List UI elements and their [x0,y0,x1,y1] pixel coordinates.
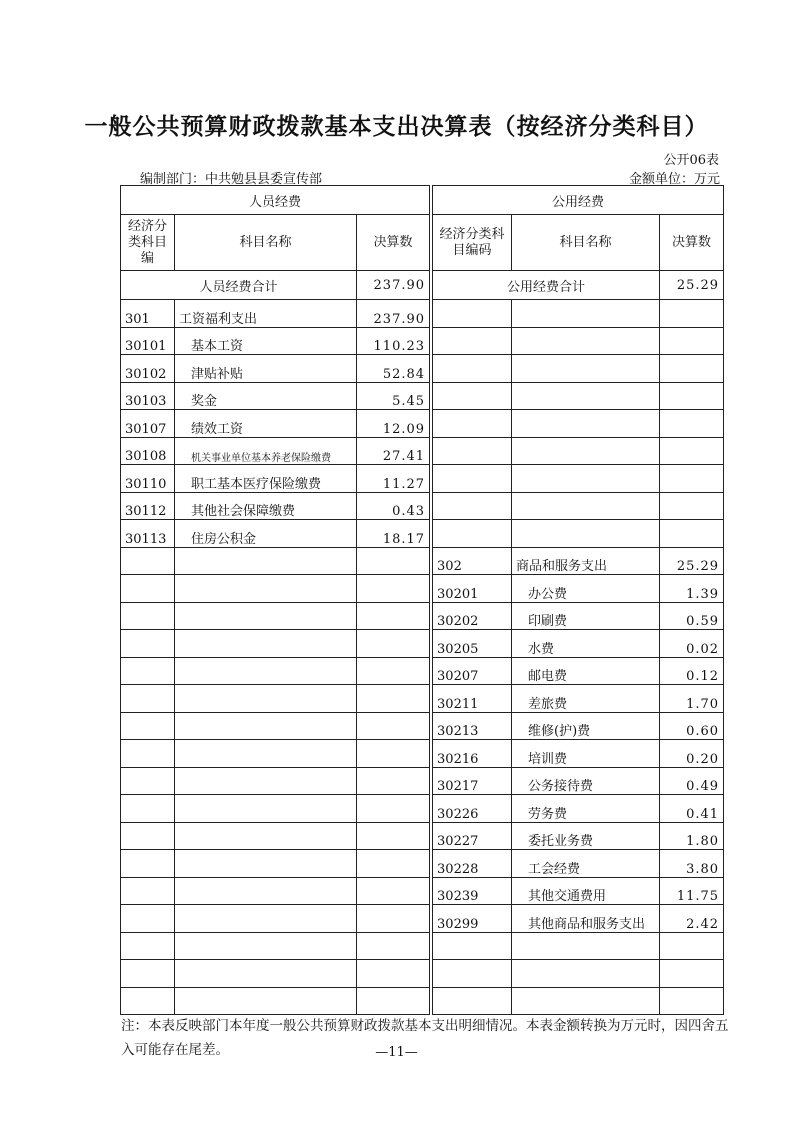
header-personnel-amount: 决算数 [357,215,430,271]
personnel-code-cell: 30107 [121,410,175,438]
public-amount-cell: 0.59 [660,602,724,630]
table-row [121,437,724,465]
personnel-amount-cell [357,740,430,768]
public-amount-cell: 3.80 [660,850,724,878]
personnel-code-cell: 30103 [121,382,175,410]
personnel-amount-cell [357,657,430,685]
table-row [121,960,724,988]
personnel-name-cell [175,630,357,658]
table-row [121,492,724,520]
public-name-cell: 工会经费 [512,850,660,878]
personnel-name-cell: 机关事业单位基本养老保险缴费 [175,437,357,465]
public-name-cell [512,437,660,465]
personnel-code-cell [121,685,175,713]
public-code-cell [433,932,512,960]
table-row [121,877,724,905]
public-amount-cell [660,410,724,438]
public-amount-cell [660,960,724,988]
public-code-cell: 30239 [433,877,512,905]
public-amount-cell [660,300,724,328]
table-row [121,630,724,658]
personnel-amount-cell [357,822,430,850]
public-name-cell: 公务接待费 [512,767,660,795]
personnel-total-value: 237.90 [357,271,430,300]
personnel-code-cell: 30113 [121,520,175,548]
table-row [121,712,724,740]
public-code-cell: 30202 [433,602,512,630]
table-row [121,602,724,630]
public-name-cell [512,327,660,355]
public-code-cell [433,960,512,988]
public-amount-cell: 0.12 [660,657,724,685]
personnel-name-cell: 职工基本医疗保险缴费 [175,465,357,493]
public-code-cell [433,437,512,465]
public-name-cell: 其他交通费用 [512,877,660,905]
public-amount-cell [660,987,724,1015]
public-code-cell: 30226 [433,795,512,823]
personnel-name-cell [175,877,357,905]
personnel-amount-cell: 11.27 [357,465,430,493]
public-code-cell [433,465,512,493]
public-code-cell: 30217 [433,767,512,795]
personnel-name-cell [175,932,357,960]
public-amount-cell: 25.29 [660,547,724,575]
public-amount-cell [660,932,724,960]
public-code-cell [433,327,512,355]
personnel-code-cell [121,630,175,658]
table-row [121,465,724,493]
public-amount-cell [660,520,724,548]
personnel-code-cell [121,767,175,795]
table-row [121,300,724,328]
personnel-name-cell [175,740,357,768]
public-code-cell [433,355,512,383]
personnel-code-cell [121,547,175,575]
public-code-cell: 30228 [433,850,512,878]
personnel-name-cell: 其他社会保障缴费 [175,492,357,520]
personnel-code-cell [121,740,175,768]
public-amount-cell: 0.60 [660,712,724,740]
public-code-cell: 302 [433,547,512,575]
public-name-cell: 印刷费 [512,602,660,630]
personnel-name-cell: 工资福利支出 [175,300,357,328]
table-row [121,520,724,548]
public-name-cell: 差旅费 [512,685,660,713]
personnel-name-cell [175,795,357,823]
public-name-cell: 委托业务费 [512,822,660,850]
footnote: 注：本表反映部门本年度一般公共预算财政拨款基本支出明细情况。本表金额转换为万元时，因四舍五入可能存在尾差。 [121,1018,729,1058]
public-amount-cell: 0.02 [660,630,724,658]
public-amount-cell: 0.20 [660,740,724,768]
public-code-cell: 30227 [433,822,512,850]
personnel-amount-cell [357,602,430,630]
table-row [121,905,724,933]
personnel-amount-cell [357,547,430,575]
table-row [121,410,724,438]
personnel-amount-cell [357,795,430,823]
public-name-cell [512,932,660,960]
personnel-code-cell [121,905,175,933]
public-name-cell: 培训费 [512,740,660,768]
personnel-name-cell: 奖金 [175,382,357,410]
public-section-title: 公用经费 [433,186,724,215]
personnel-amount-cell: 0.43 [357,492,430,520]
personnel-amount-cell: 52.84 [357,355,430,383]
public-name-cell: 商品和服务支出 [512,547,660,575]
personnel-code-cell [121,850,175,878]
personnel-amount-cell: 237.90 [357,300,430,328]
public-code-cell: 30207 [433,657,512,685]
header-public-amount: 决算数 [660,215,724,271]
header-public-name: 科目名称 [512,215,660,271]
public-name-cell: 邮电费 [512,657,660,685]
table-row [121,850,724,878]
totals-row [121,271,724,300]
personnel-code-cell [121,602,175,630]
public-name-cell: 其他商品和服务支出 [512,905,660,933]
table-row [121,685,724,713]
public-amount-cell: 1.39 [660,575,724,603]
public-name-cell: 维修(护)费 [512,712,660,740]
header-public-code: 经济分类科目编码 [433,215,512,271]
public-code-cell: 30299 [433,905,512,933]
header-personnel-name: 科目名称 [175,215,357,271]
public-total-value: 25.29 [660,271,724,300]
personnel-amount-cell [357,960,430,988]
public-name-cell [512,520,660,548]
personnel-amount-cell [357,767,430,795]
public-code-cell: 30213 [433,712,512,740]
personnel-code-cell: 30102 [121,355,175,383]
public-code-cell [433,492,512,520]
personnel-name-cell: 住房公积金 [175,520,357,548]
table-row [121,740,724,768]
public-name-cell [512,987,660,1015]
column-header-row [121,215,724,271]
public-amount-cell: 1.70 [660,685,724,713]
table-row [121,932,724,960]
public-name-cell [512,300,660,328]
personnel-amount-cell [357,905,430,933]
personnel-amount-cell: 110.23 [357,327,430,355]
personnel-amount-cell [357,685,430,713]
personnel-name-cell: 基本工资 [175,327,357,355]
table-row [121,355,724,383]
public-amount-cell: 0.49 [660,767,724,795]
personnel-code-cell: 30112 [121,492,175,520]
table-row [121,382,724,410]
public-amount-cell: 1.80 [660,822,724,850]
table-row [121,657,724,685]
expenditure-table [120,185,724,1015]
compiling-department: 编制部门：中共勉县县委宣传部 [140,172,323,187]
personnel-code-cell: 30101 [121,327,175,355]
amount-unit: 金额单位：万元 [628,172,720,187]
personnel-amount-cell: 5.45 [357,382,430,410]
table-row [121,987,724,1015]
personnel-amount-cell: 12.09 [357,410,430,438]
public-code-cell [433,987,512,1015]
table-row [121,767,724,795]
public-code-cell [433,410,512,438]
table-row [121,575,724,603]
public-code-cell [433,300,512,328]
public-name-cell [512,492,660,520]
personnel-name-cell [175,547,357,575]
public-name-cell: 办公费 [512,575,660,603]
personnel-amount-cell [357,575,430,603]
public-amount-cell [660,437,724,465]
table-row [121,822,724,850]
personnel-code-cell [121,877,175,905]
personnel-amount-cell [357,932,430,960]
public-amount-cell: 2.42 [660,905,724,933]
personnel-name-cell [175,905,357,933]
public-amount-cell [660,355,724,383]
personnel-name-cell [175,575,357,603]
header-personnel-code: 经济分类科目编 [121,215,175,271]
public-name-cell [512,960,660,988]
personnel-amount-cell [357,712,430,740]
personnel-amount-cell [357,877,430,905]
public-code-cell [433,520,512,548]
public-amount-cell [660,382,724,410]
public-amount-cell: 0.41 [660,795,724,823]
personnel-code-cell [121,657,175,685]
personnel-name-cell: 绩效工资 [175,410,357,438]
personnel-code-cell [121,575,175,603]
personnel-name-cell [175,767,357,795]
public-name-cell [512,465,660,493]
personnel-code-cell [121,795,175,823]
public-name-cell [512,355,660,383]
public-name-cell: 水费 [512,630,660,658]
personnel-name-cell [175,712,357,740]
personnel-name-cell [175,850,357,878]
personnel-amount-cell: 18.17 [357,520,430,548]
public-name-cell: 劳务费 [512,795,660,823]
public-code-cell: 30201 [433,575,512,603]
public-amount-cell [660,327,724,355]
personnel-code-cell [121,822,175,850]
public-name-cell [512,410,660,438]
form-number: 公开06表 [663,153,719,168]
personnel-name-cell: 津贴补贴 [175,355,357,383]
personnel-code-cell [121,987,175,1015]
personnel-name-cell [175,657,357,685]
personnel-total-label: 人员经费合计 [121,271,357,300]
personnel-amount-cell [357,630,430,658]
table-row [121,327,724,355]
public-code-cell: 30216 [433,740,512,768]
page-number: —11— [375,1045,418,1060]
personnel-name-cell [175,987,357,1015]
public-total-label: 公用经费合计 [433,271,660,300]
personnel-name-cell [175,822,357,850]
personnel-amount-cell [357,850,430,878]
personnel-code-cell [121,960,175,988]
page-title: 一般公共预算财政拨款基本支出决算表（按经济分类科目） [84,114,709,140]
public-amount-cell [660,492,724,520]
public-amount-cell [660,465,724,493]
table-row [121,547,724,575]
personnel-name-cell [175,602,357,630]
personnel-code-cell: 301 [121,300,175,328]
personnel-amount-cell [357,987,430,1015]
personnel-code-cell [121,712,175,740]
personnel-code-cell [121,932,175,960]
public-name-cell [512,382,660,410]
public-code-cell: 30205 [433,630,512,658]
personnel-code-cell: 30110 [121,465,175,493]
public-code-cell [433,382,512,410]
table-row [121,795,724,823]
personnel-name-cell [175,960,357,988]
personnel-amount-cell: 27.41 [357,437,430,465]
public-code-cell: 30211 [433,685,512,713]
public-amount-cell: 11.75 [660,877,724,905]
personnel-section-title: 人员经费 [121,186,430,215]
section-header-row [121,186,724,215]
personnel-name-cell [175,685,357,713]
personnel-code-cell: 30108 [121,437,175,465]
